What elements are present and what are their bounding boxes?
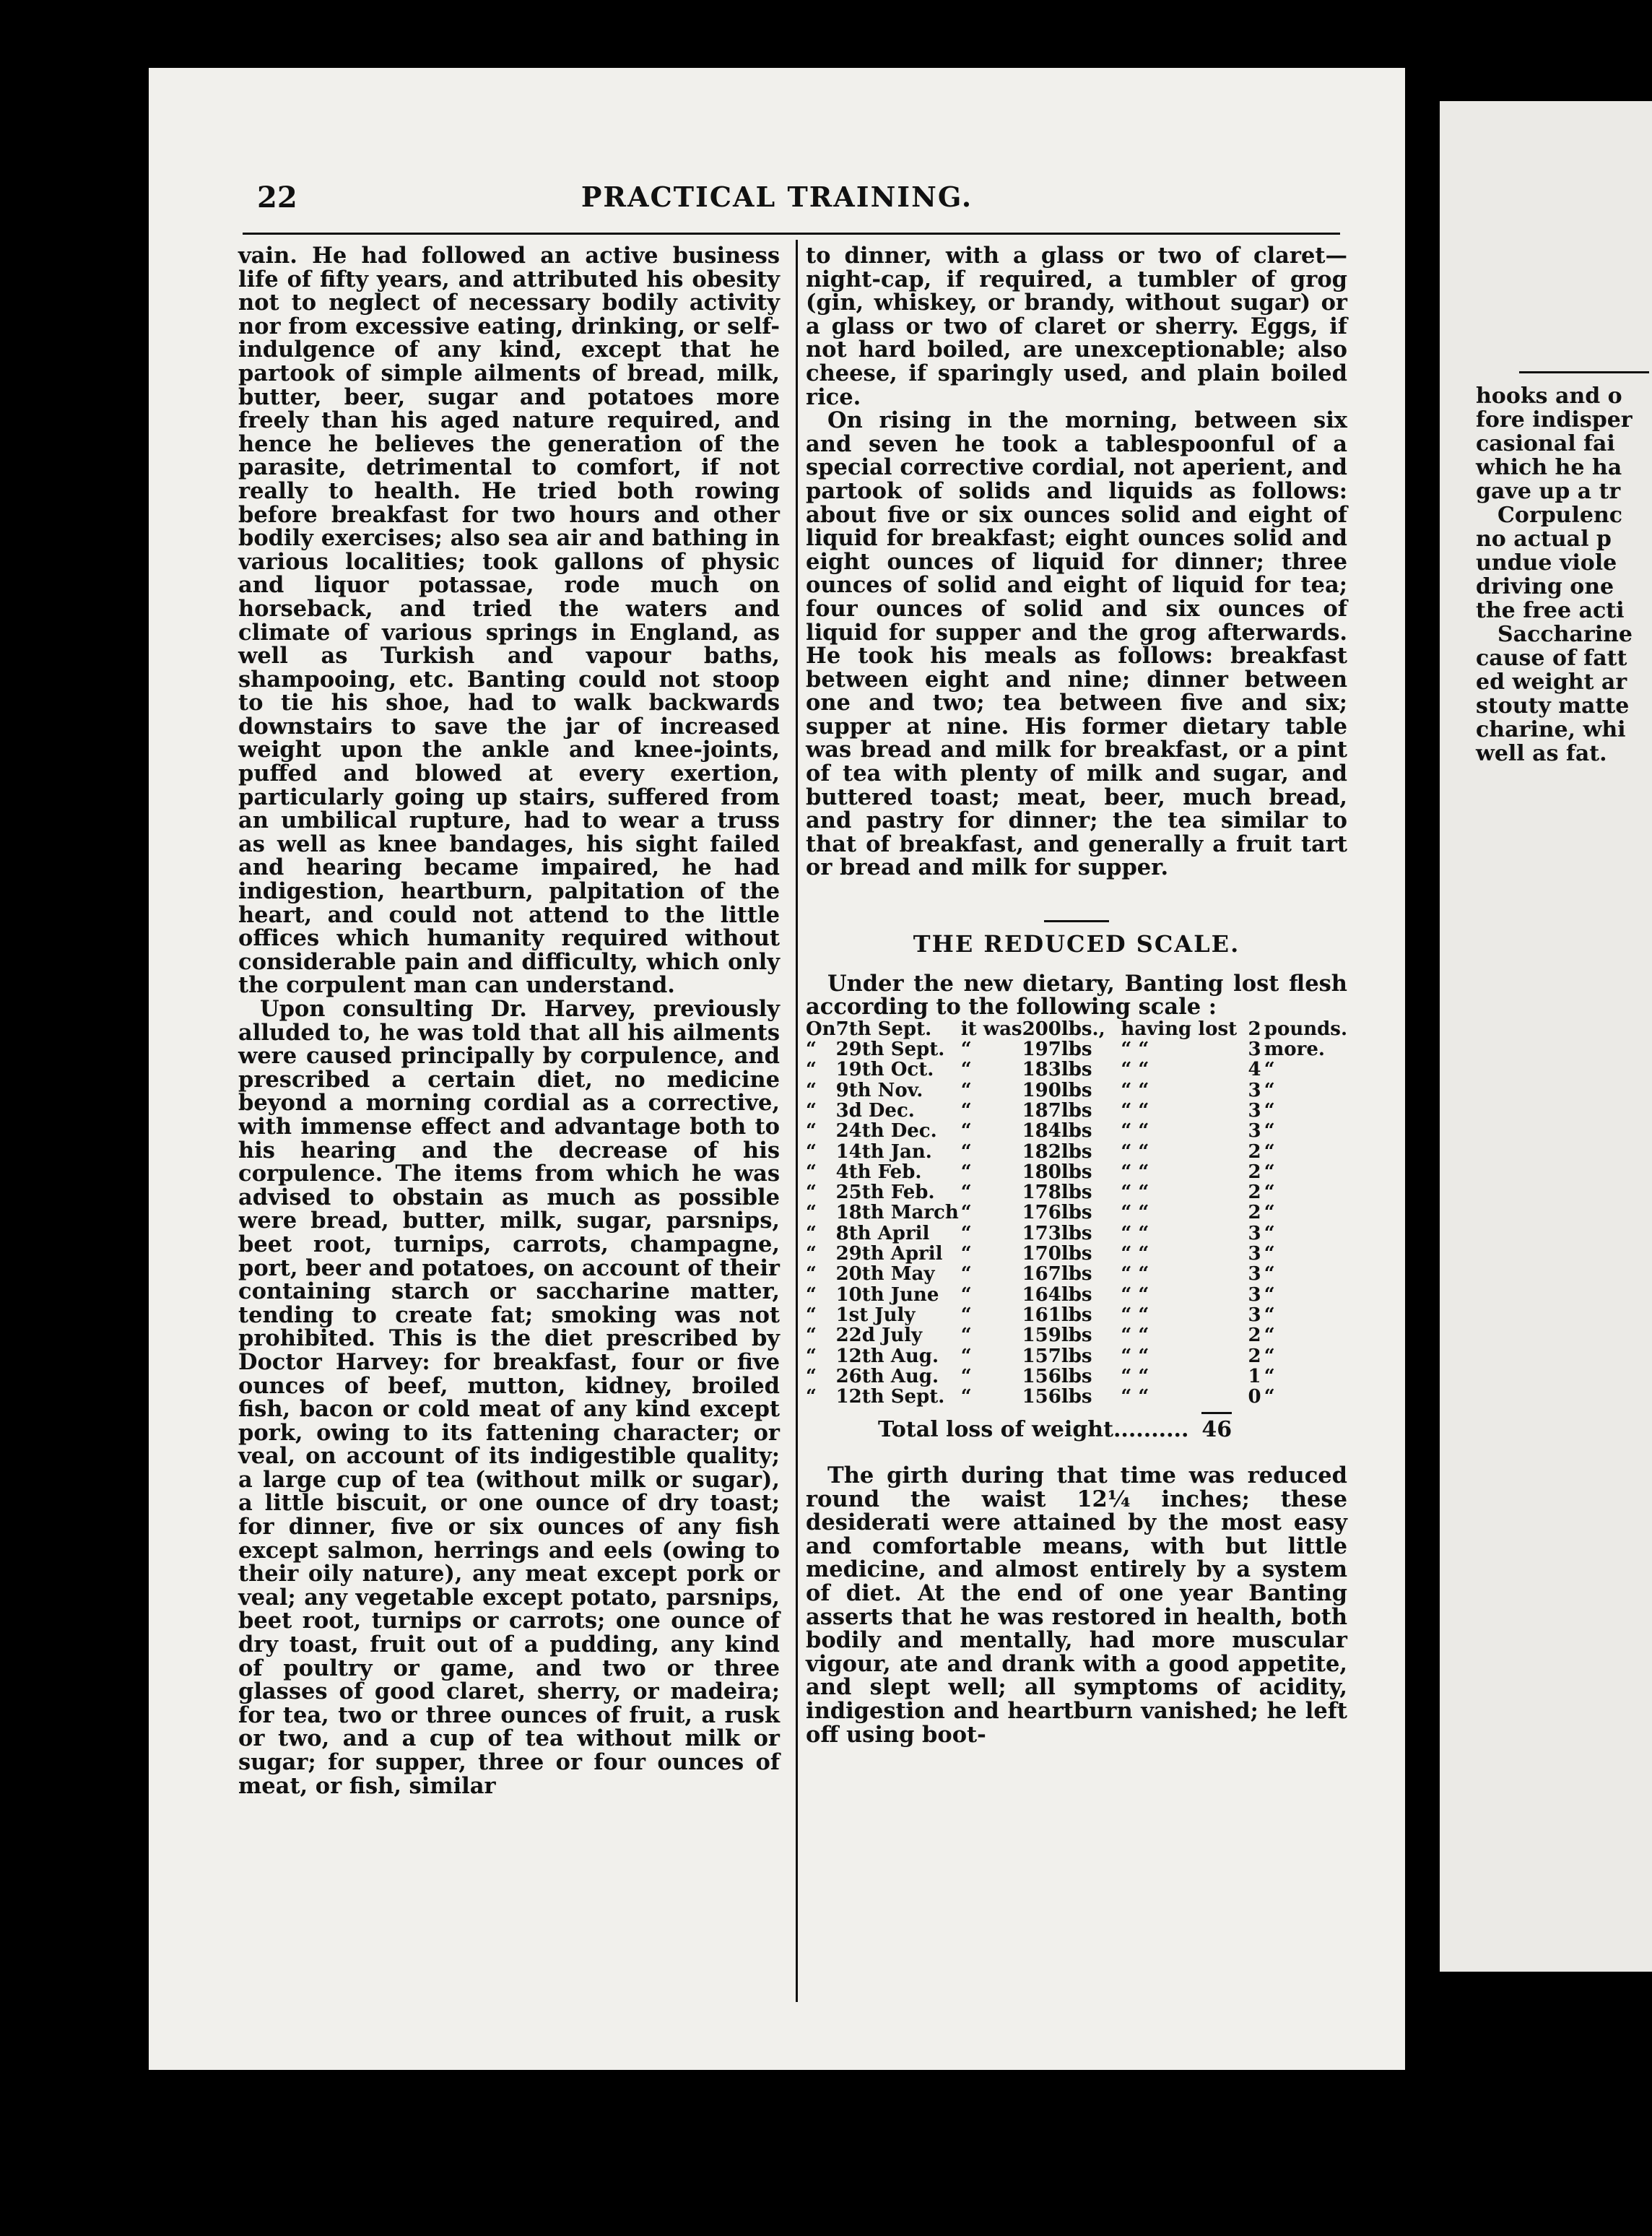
paragraph: vain. He had followed an active business life of fifty years, and attributed his obesity not to neglect of necessary bodily activity nor from excessive eating, drinking, or self-indulgence of any kind, except that he partook of simple ailments of bread, milk, butter, beer, sugar and potatoes more freely than his aged nature required, and hence he believes the generation of the parasite, detrimental to comfort, if not really to health. He tried both rowing before breakfast for two hours and other bodily exercises; also sea air and bathing in various localities; took gallons of physic and liquor potassae, rode much on horseback, and tried the waters and climate of various springs in England, as well as Turkish and vapour baths, shampooing, etc. Banting could not stoop to tie his shoe, had to walk backwards downstairs to save the jar of increased weight upon the ankle and knee-joints, puffed and blowed at every exertion, particularly going up stairs, suffered from an umbilical rupture, had to wear a truss as well as knee bandages, his sight failed and hearing became impaired, he had indigestion, heartburn, palpitation of the heart, and could not attend to the little offices which humanity required without considerable pain and difficulty, which only the corpulent man can understand. (238, 243, 780, 999)
scale-cell-lost: “ “ (1121, 1140, 1149, 1163)
next-page-line: fore indisper (1476, 407, 1633, 433)
scale-row (806, 1305, 1347, 1325)
scale-row (806, 1346, 1347, 1366)
next-page-line: driving one (1476, 574, 1614, 599)
scale-row (806, 1387, 1347, 1407)
scale-cell-date: 29th Sept. (835, 1039, 945, 1061)
scale-cell-amount: 2 (1248, 1325, 1261, 1347)
scale-cell-lbs: 156lbs (1022, 1386, 1092, 1408)
scale-cell-on: “ (806, 1386, 817, 1408)
scale-cell-lbs: 170lbs (1022, 1243, 1092, 1265)
left-column (238, 244, 780, 1798)
scale-cell-lbs: 200lbs., (1022, 1018, 1105, 1040)
scale-cell-lost: “ “ (1121, 1345, 1149, 1367)
total-loss (878, 1418, 1347, 1442)
scale-cell-lost: “ “ (1121, 1059, 1149, 1081)
scale-cell-lost: having lost (1121, 1018, 1238, 1040)
scale-cell-lost: “ “ (1121, 1039, 1149, 1061)
scale-cell-date: 14th Jan. (835, 1140, 932, 1163)
scale-row (806, 1285, 1347, 1305)
scale-cell-lost: “ “ (1121, 1202, 1149, 1224)
scale-row (806, 1080, 1347, 1101)
scale-cell-it: “ (960, 1202, 972, 1224)
scale-cell-on: “ (806, 1283, 817, 1306)
scale-cell-lbs: 156lbs (1022, 1365, 1092, 1387)
scale-cell-it: “ (960, 1222, 972, 1244)
scale-cell-lbs: 159lbs (1022, 1325, 1092, 1347)
scale-row (806, 1264, 1347, 1284)
scale-cell-lost: “ “ (1121, 1365, 1149, 1387)
next-page-fragment (1440, 101, 1652, 1972)
scale-intro: Under the new dietary, Banting lost flesh according to the following scale : (806, 970, 1347, 1020)
page-number: 22 (257, 181, 297, 214)
running-title: PRACTICAL TRAINING. (581, 181, 973, 213)
scale-cell-date: 1st July (835, 1304, 916, 1326)
scale-cell-it: “ (960, 1039, 972, 1061)
scale-cell-date: 18th March (835, 1202, 959, 1224)
scale-cell-unit: “ (1264, 1100, 1275, 1122)
scale-cell-it: “ (960, 1345, 972, 1367)
scale-cell-on: “ (806, 1243, 817, 1265)
scale-cell-date: 4th Feb. (835, 1161, 922, 1183)
scale-cell-date: 25th Feb. (835, 1182, 935, 1204)
scale-cell-lost: “ “ (1121, 1161, 1149, 1183)
scale-row (806, 1325, 1347, 1346)
scale-cell-date: 12th Sept. (835, 1386, 945, 1408)
scale-cell-it: it was (960, 1018, 1022, 1040)
scale-cell-lost: “ “ (1121, 1304, 1149, 1326)
running-header (243, 181, 1311, 224)
scale-cell-amount: 3 (1248, 1039, 1261, 1061)
scale-cell-amount: 2 (1248, 1161, 1261, 1183)
scale-cell-amount: 3 (1248, 1263, 1261, 1286)
scale-cell-amount: 3 (1248, 1243, 1261, 1265)
scale-cell-amount: 3 (1248, 1100, 1261, 1122)
paragraph: to dinner, with a glass or two of claret—night-cap, if required, a tumbler of grog (gin, whiskey, or brandy, without sugar) or a glass or two of claret or sherry. Eggs, if not hard boiled, are unexceptionable; also cheese, if sparingly used, and plain boiled rice. (806, 243, 1347, 410)
scale-row (806, 1039, 1347, 1060)
scale-row (806, 1223, 1347, 1244)
scale-cell-it: “ (960, 1304, 972, 1326)
scale-cell-on: “ (806, 1140, 817, 1163)
scale-cell-it: “ (960, 1182, 972, 1204)
scale-cell-unit: “ (1264, 1222, 1275, 1244)
scale-cell-on: “ (806, 1079, 817, 1101)
scale-cell-amount: 3 (1248, 1120, 1261, 1143)
scale-cell-on: “ (806, 1059, 817, 1081)
scale-cell-it: “ (960, 1243, 972, 1265)
column-divider (796, 240, 798, 2002)
scale-cell-lost: “ “ (1121, 1243, 1149, 1265)
scale-cell-on: “ (806, 1039, 817, 1061)
scale-cell-unit: “ (1264, 1161, 1275, 1183)
scale-cell-date: 29th April (835, 1243, 943, 1265)
next-page-line: hooks and o (1476, 384, 1622, 409)
scale-cell-lbs: 187lbs (1022, 1100, 1092, 1122)
scale-cell-lbs: 180lbs (1022, 1161, 1092, 1183)
scale-cell-unit: “ (1264, 1345, 1275, 1367)
scale-cell-lost: “ “ (1121, 1325, 1149, 1347)
scale-row (806, 1182, 1347, 1202)
scale-cell-on: “ (806, 1182, 817, 1204)
next-page-line: gave up a tr (1476, 479, 1621, 504)
next-page-text (1476, 384, 1633, 766)
scale-cell-on: “ (806, 1345, 817, 1367)
section-rule (1044, 920, 1109, 922)
paragraph: The girth during that time was reduced round the waist 12¼ inches; these desiderati were attained by the most easy and comfortable means, with but little medicine, and almost entirely by a system of diet. At the end of one year Banting asserts that he was restored in health, both bodily and mentally, had more muscular vigour, ate and drank with a good appetite, and slept well; all symptoms of acidity, indigestion and heartburn vanished; he left off using boot- (806, 1462, 1347, 1748)
scale-cell-it: “ (960, 1325, 972, 1347)
total-value: 46 (1201, 1412, 1232, 1442)
next-page-line: charine, whi (1476, 717, 1626, 742)
scale-cell-unit: pounds. (1264, 1018, 1347, 1040)
next-page-line: the free acti (1476, 598, 1625, 623)
scale-cell-amount: 2 (1248, 1018, 1261, 1040)
scale-row (806, 1019, 1347, 1039)
scale-cell-amount: 1 (1248, 1365, 1261, 1387)
next-page-line: stouty matte (1476, 693, 1630, 719)
scale-cell-lost: “ “ (1121, 1386, 1149, 1408)
scale-cell-amount: 3 (1248, 1079, 1261, 1101)
scale-cell-unit: more. (1264, 1039, 1325, 1061)
scale-cell-unit: “ (1264, 1202, 1275, 1224)
next-page-line: casional fai (1476, 431, 1615, 456)
scale-row (806, 1244, 1347, 1264)
scale-cell-on: “ (806, 1161, 817, 1183)
book-page (149, 68, 1405, 2070)
scale-cell-lbs: 190lbs (1022, 1079, 1092, 1101)
scale-cell-date: 20th May (835, 1263, 935, 1286)
scale-cell-it: “ (960, 1059, 972, 1081)
scale-cell-unit: “ (1264, 1079, 1275, 1101)
scale-cell-lbs: 157lbs (1022, 1345, 1092, 1367)
scale-cell-amount: 2 (1248, 1182, 1261, 1204)
scale-row (806, 1366, 1347, 1387)
scale-cell-date: 24th Dec. (835, 1120, 937, 1143)
scale-cell-unit: “ (1264, 1365, 1275, 1387)
scale-row (806, 1142, 1347, 1162)
scale-cell-lbs: 183lbs (1022, 1059, 1092, 1081)
scale-cell-unit: “ (1264, 1059, 1275, 1081)
scale-cell-unit: “ (1264, 1325, 1275, 1347)
scale-cell-lbs: 184lbs (1022, 1120, 1092, 1143)
scale-cell-amount: 3 (1248, 1222, 1261, 1244)
scale-cell-lbs: 164lbs (1022, 1283, 1092, 1306)
next-page-line: Saccharine (1497, 622, 1633, 647)
scale-cell-amount: 3 (1248, 1283, 1261, 1306)
scale-cell-it: “ (960, 1120, 972, 1143)
scale-cell-lost: “ “ (1121, 1120, 1149, 1143)
scale-cell-lost: “ “ (1121, 1263, 1149, 1286)
scale-cell-it: “ (960, 1161, 972, 1183)
scale-cell-it: “ (960, 1365, 972, 1387)
scale-row (806, 1162, 1347, 1182)
next-page-line: undue viole (1476, 550, 1617, 576)
scale-row (806, 1101, 1347, 1121)
scale-cell-amount: 4 (1248, 1059, 1261, 1081)
total-label: Total loss of weight.......... (878, 1417, 1189, 1443)
scale-cell-date: 10th June (835, 1283, 939, 1306)
scale-cell-it: “ (960, 1386, 972, 1408)
paragraph: On rising in the morning, between six and seven he took a tablespoonful of a special corrective cordial, not aperient, and partook of solids and liquids as follows: about five or six ounces solid and eight of liquid for breakfast; eight ounces solid and eight ounces of liquid for dinner; three ounces of solid and eight of liquid for tea; four ounces of solid and six ounces of liquid for supper and the grog afterwards. He took his meals as follows: breakfast between eight and nine; dinner between one and two; tea between five and six; supper at nine. His former dietary table was bread and milk for breakfast, or a pint of tea with plenty of milk and sugar, and buttered toast; meat, beer, much bread, and pastry for dinner; the tea similar to that of breakfast, and generally a fruit tart or bread and milk for supper. (806, 407, 1347, 881)
scale-cell-date: 9th Nov. (835, 1079, 923, 1101)
scale-cell-on: “ (806, 1263, 817, 1286)
scale-cell-lbs: 161lbs (1022, 1304, 1092, 1326)
scale-cell-it: “ (960, 1283, 972, 1306)
weight-scale-table (806, 1019, 1347, 1408)
scale-cell-date: 19th Oct. (835, 1059, 934, 1081)
scale-cell-amount: 0 (1248, 1386, 1261, 1408)
scale-cell-amount: 2 (1248, 1345, 1261, 1367)
scale-cell-on: On (806, 1018, 836, 1040)
scale-cell-lost: “ “ (1121, 1222, 1149, 1244)
scale-cell-lost: “ “ (1121, 1100, 1149, 1122)
scale-cell-unit: “ (1264, 1386, 1275, 1408)
scale-cell-lbs: 197lbs (1022, 1039, 1092, 1061)
scale-cell-it: “ (960, 1140, 972, 1163)
scale-cell-on: “ (806, 1304, 817, 1326)
next-page-line: cause of fatt (1476, 646, 1627, 671)
scale-cell-lost: “ “ (1121, 1079, 1149, 1101)
scale-cell-on: “ (806, 1202, 817, 1224)
scale-cell-lbs: 178lbs (1022, 1182, 1092, 1204)
scale-cell-date: 12th Aug. (835, 1345, 939, 1367)
scale-cell-lbs: 173lbs (1022, 1222, 1092, 1244)
scale-cell-unit: “ (1264, 1243, 1275, 1265)
scale-cell-on: “ (806, 1100, 817, 1122)
next-page-line: well as fat. (1476, 741, 1607, 766)
scale-cell-lbs: 182lbs (1022, 1140, 1092, 1163)
next-page-line: which he ha (1476, 455, 1622, 480)
scale-cell-on: “ (806, 1222, 817, 1244)
scale-cell-unit: “ (1264, 1283, 1275, 1306)
scale-cell-unit: “ (1264, 1182, 1275, 1204)
right-column (806, 244, 1347, 1746)
scale-cell-amount: 3 (1248, 1304, 1261, 1326)
scale-cell-lbs: 176lbs (1022, 1202, 1092, 1224)
next-page-line: ed weight ar (1476, 670, 1627, 695)
scale-cell-unit: “ (1264, 1120, 1275, 1143)
scale-cell-unit: “ (1264, 1140, 1275, 1163)
scale-row (806, 1121, 1347, 1141)
scale-cell-date: 7th Sept. (835, 1018, 932, 1040)
scale-cell-date: 26th Aug. (835, 1365, 939, 1387)
scale-cell-on: “ (806, 1325, 817, 1347)
scale-cell-it: “ (960, 1079, 972, 1101)
scale-cell-lbs: 167lbs (1022, 1263, 1092, 1286)
section-title: THE REDUCED SCALE. (913, 930, 1240, 958)
next-page-line: no actual p (1476, 526, 1612, 552)
scale-cell-date: 22d July (835, 1325, 923, 1347)
paragraph: Upon consulting Dr. Harvey, previously alluded to, he was told that all his ailments were caused principally by corpulence, and prescribed a certain diet, no medicine beyond a morning cordial as a corrective, with immense effect and advantage both to his hearing and the decrease of his corpulence. The items from which he was advised to obstain as much as possible were bread, butter, milk, sugar, parsnips, beet root, turnips, carrots, champagne, port, beer and potatoes, on account of their containing starch or saccharine matter, tending to create fat; smoking was not prohibited. This is the diet prescribed by Doctor Harvey: for breakfast, four or five ounces of beef, mutton, kidney, broiled fish, bacon or cold meat of any kind except pork, owing to its fattening character; or veal, on account of its indigestible quality; a large cup of tea (without milk or sugar), a little biscuit, or one ounce of dry toast; for dinner, five or six ounces of any fish except salmon, herrings and eels (owing to their oily nature), any meat except pork or veal; any vegetable except potato, parsnips, beet root, turnips or carrots; one ounce of dry toast, fruit out of a pudding, any kind of poultry or game, and two or three glasses of good claret, sherry, or madeira; for tea, two or three ounces of fruit, a rusk or two, and a cup of tea without milk or sugar; for supper, three or four ounces of meat, or fish, similar (238, 996, 780, 1799)
next-page-line: Corpulenc (1497, 503, 1623, 528)
scale-cell-amount: 2 (1248, 1202, 1261, 1224)
scale-cell-date: 3d Dec. (835, 1100, 915, 1122)
header-rule (243, 233, 1340, 235)
scale-cell-on: “ (806, 1120, 817, 1143)
scale-cell-unit: “ (1264, 1263, 1275, 1286)
scale-row (806, 1202, 1347, 1223)
scale-cell-lost: “ “ (1121, 1283, 1149, 1306)
scale-cell-date: 8th April (835, 1222, 930, 1244)
scale-cell-on: “ (806, 1365, 817, 1387)
scale-cell-it: “ (960, 1263, 972, 1286)
scale-cell-it: “ (960, 1100, 972, 1122)
scale-cell-lost: “ “ (1121, 1182, 1149, 1204)
scale-row (806, 1060, 1347, 1080)
scale-cell-amount: 2 (1248, 1140, 1261, 1163)
next-page-rule (1519, 371, 1649, 373)
scale-cell-unit: “ (1264, 1304, 1275, 1326)
